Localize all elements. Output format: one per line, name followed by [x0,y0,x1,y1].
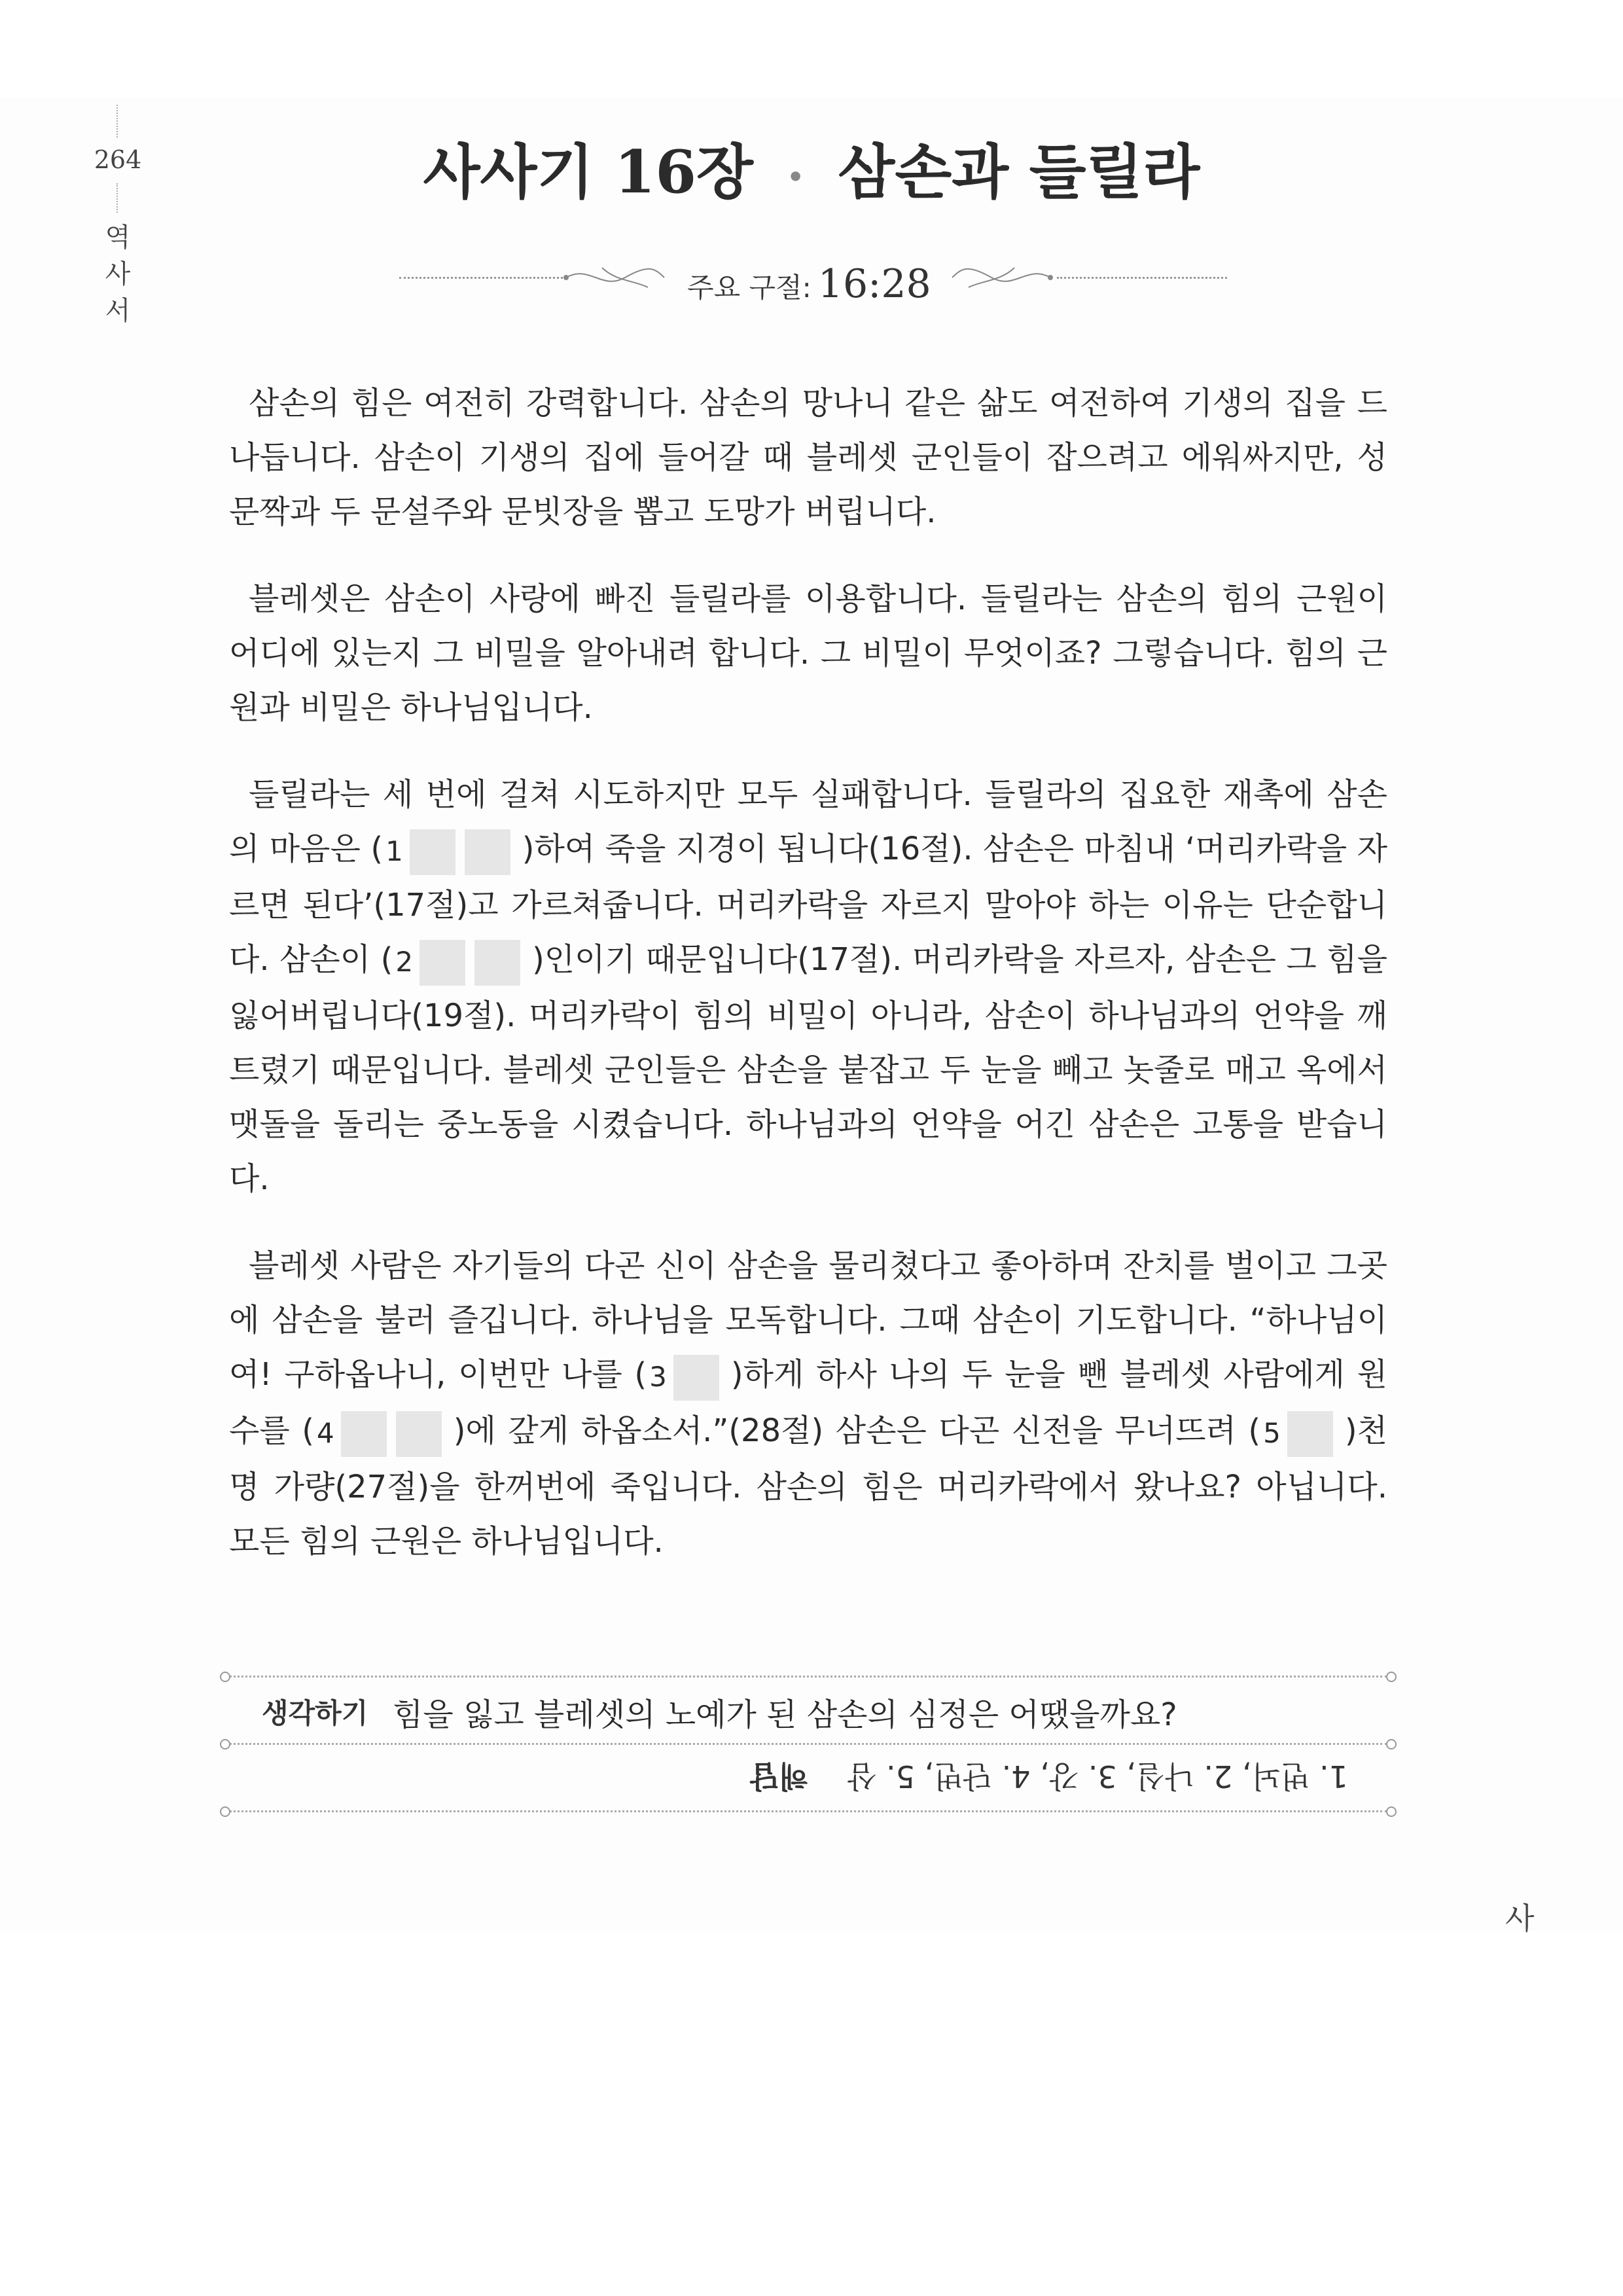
blank-number: 2 [395,946,414,978]
paragraph-text: )에 갚게 하옵소서.”(28절) 삼손은 다곤 신전을 무너뜨려 ( [453,1412,1261,1449]
page-title [0,124,1623,209]
fill-blank-5[interactable] [1263,1405,1342,1460]
answer-row [229,1745,1387,1810]
section-char: 역 [105,223,131,253]
paragraph-text: )하게 하사 나의 두 눈을 뺀 블레셋 사람에게 원수를 ( [229,1356,1387,1449]
fill-blank-3[interactable] [649,1349,728,1404]
chapter-title: 사사기 16장 [423,137,753,207]
flourish-right-icon [949,261,1054,294]
blank-number: 5 [1263,1417,1281,1449]
fill-blank-4[interactable] [317,1405,451,1460]
section-char: 서 [105,296,131,326]
key-verse [687,261,931,307]
paragraph [229,1239,1387,1569]
ornament-dotline-right [1057,277,1227,279]
paragraph-text: 삼손의 힘은 여전히 강력합니다. 삼손의 망나니 같은 삶도 여전하여 기생의 집을 드나듭니다. 삼손이 기생의 집에 들어갈 때 블레셋 군인들이 잡으려고 에워싸지만, 성 문짝과 두 문설주와 문빗장을 뽑고 도망가 버립니다. [229,385,1387,530]
paragraph-text: )천명 가량(27절)을 한꺼번에 죽입니다. 삼손의 힘은 머리카락에서 왔나요? 아닙니다. 모든 힘의 근원은 하나님입니다. [229,1412,1387,1560]
think-row [229,1677,1387,1743]
body-text [229,376,1387,1602]
answer-text: 1. 번뇌, 2. 나실, 3. 강, 4. 단번, 5. 삼 [847,1759,1348,1794]
scan-top-margin [0,0,1623,98]
blank-box [396,1411,442,1457]
section-char: 사 [105,259,131,289]
paragraph [229,376,1387,539]
fill-blank-2[interactable] [395,934,529,989]
paragraph [229,768,1387,1206]
paragraph-text: 블레셋은 삼손이 사랑에 빠진 들릴라를 이용합니다. 들릴라는 삼손의 힘의 근원이 어디에 있는지 그 비밀을 알아내려 합니다. 그 비밀이 무엇이죠? 그렇습니다. 힘의 근원과 비밀은 하나님입니다. [229,581,1387,726]
answer-key-upside-down [750,1757,1348,1800]
key-verse-label: 주요 구절: [687,272,812,304]
paragraph-text: 블레셋 사람은 자기들의 다곤 신이 삼손을 물리쳤다고 좋아하며 잔치를 벌이고 그곳에 삼손을 불러 즐깁니다. 하나님을 모독합니다. 그때 삼손이 기도합니다. “하나님이여! 구하옵나니, 이번만 나를 ( [229,1247,1387,1393]
dotted-rule [229,1810,1387,1812]
blank-box [410,829,455,875]
paragraph-text: 들릴라는 세 번에 걸쳐 시도하지만 모두 실패합니다. 들릴라의 집요한 재촉에 삼손의 마음은 ( [229,776,1387,867]
blank-number: 3 [649,1361,667,1393]
blank-number: 4 [317,1417,334,1449]
blank-number: 1 [385,835,403,867]
paragraph [229,572,1387,735]
blank-box [341,1411,387,1457]
flourish-left-icon [563,261,668,294]
key-verse-row [0,252,1623,307]
paragraph-text: )하여 죽을 지경이 됩니다(16절). 삼손은 마침내 ‘머리카락을 자르면 된다’(17절)고 가르쳐줍니다. 머리카락을 자르지 말아야 하는 이유는 단순합니다. 삼손이 ( [229,831,1388,978]
title-bullet: • [785,158,806,196]
blank-box [474,940,520,986]
think-question: 힘을 잃고 블레셋의 노예가 된 삼손의 심정은 어땠을까요? [393,1696,1177,1733]
blank-box [465,829,510,875]
fill-blank-1[interactable] [385,823,520,878]
paragraph-text: )인이기 때문입니다(17절). 머리카락을 자르자, 삼손은 그 힘을 잃어버립니다(19절). 머리카락이 힘의 비밀이 아니라, 삼손이 하나님과의 언약을 깨트렸기 때문입니다. 블레셋 군인들은 삼손을 붙잡고 두 눈을 빼고 놋줄로 매고 옥에서 맷돌을 돌리는 중노동을 시켰습니다. 하나님과의 언약을 어긴 삼손은 고통을 받습니다. [229,941,1387,1197]
blank-box [673,1355,719,1401]
chapter-subtitle: 삼손과 들릴라 [838,137,1200,207]
think-label: 생각하기 [262,1697,368,1729]
key-verse-ref: 16:28 [817,261,931,307]
blank-box [1287,1411,1333,1457]
blank-box [419,940,465,986]
think-box [229,1676,1387,1812]
answer-label: 해답 [750,1759,808,1794]
page-number: 264 [94,145,142,174]
corner-character: 사 [1505,1901,1535,1936]
ornament-dotline-left [399,277,563,279]
